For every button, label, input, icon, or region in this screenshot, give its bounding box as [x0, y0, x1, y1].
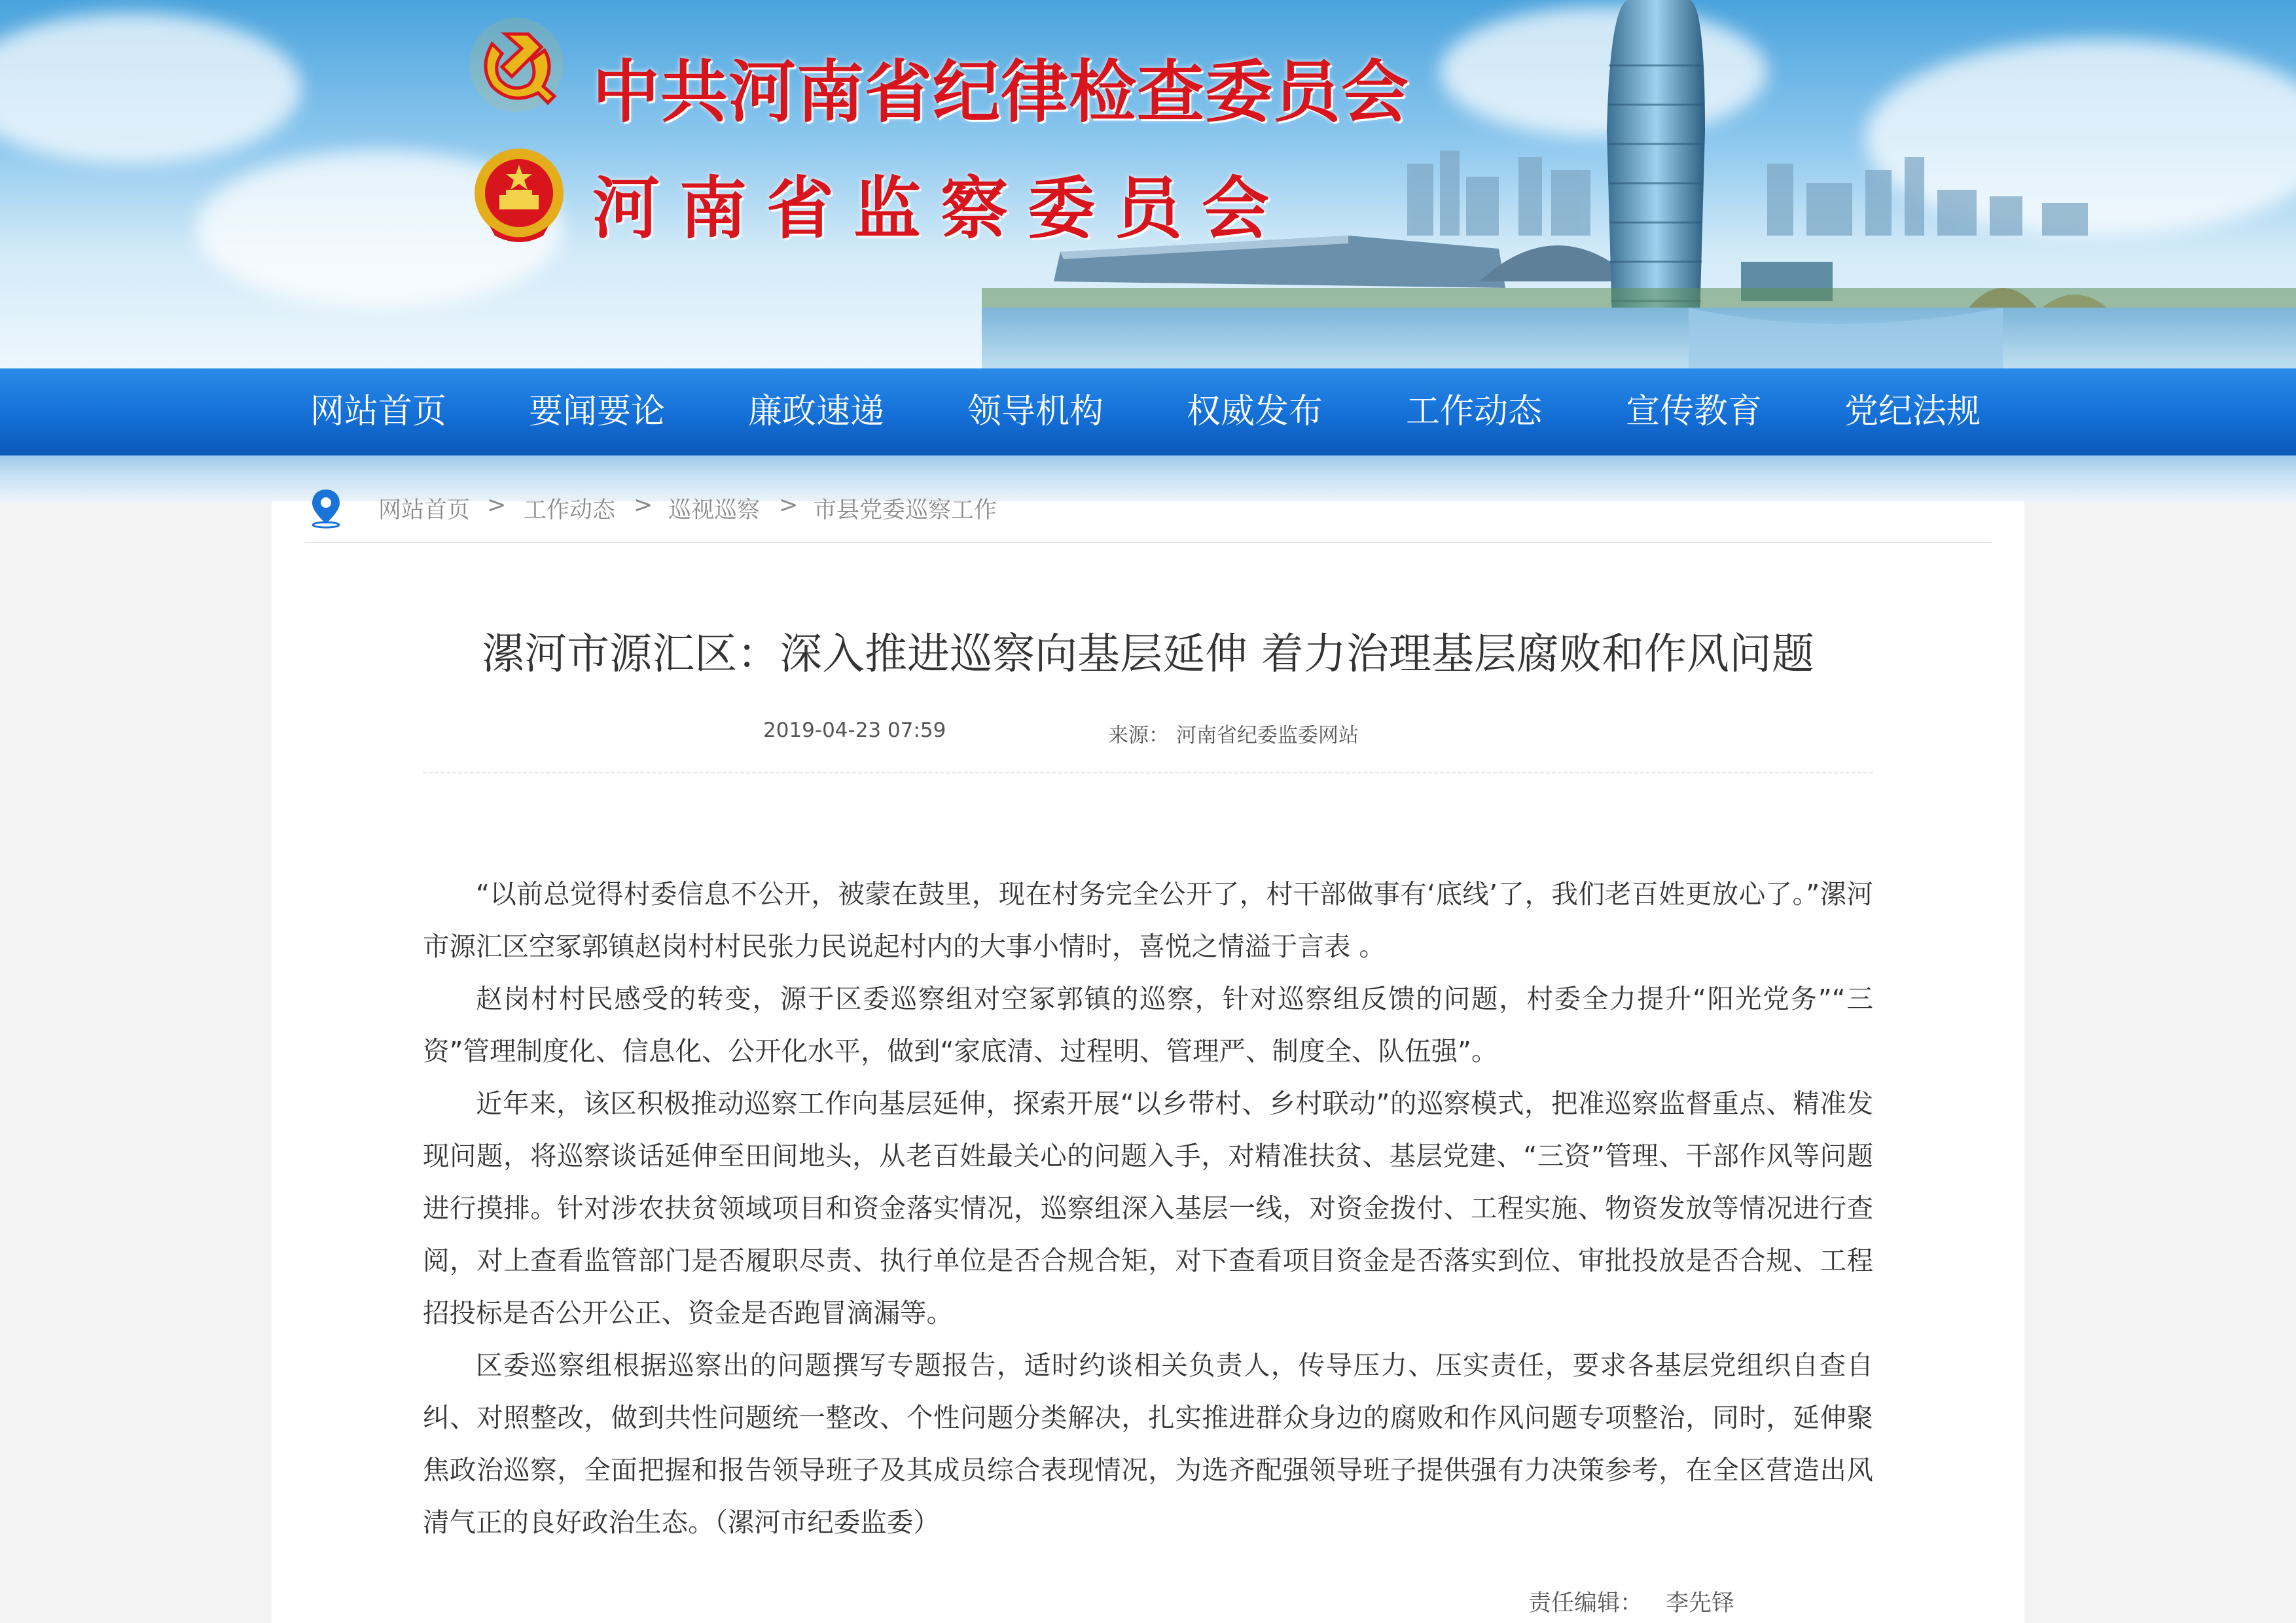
- party-emblem-icon: [466, 14, 567, 116]
- article-source: 河南省纪委监委网站: [1176, 724, 1359, 747]
- nav-item-home[interactable]: 网站首页: [310, 392, 447, 431]
- breadcrumb-home[interactable]: 网站首页: [378, 497, 471, 524]
- breadcrumb-separator: >: [487, 492, 507, 518]
- nav-item-releases[interactable]: 权威发布: [1187, 392, 1323, 431]
- nav-item-work-updates[interactable]: 工作动态: [1406, 392, 1543, 431]
- nav-decor-strip: [0, 455, 2296, 501]
- party-committee-title: 中共河南省纪律检查委员会: [592, 52, 1409, 132]
- nav-item-news[interactable]: 要闻要论: [529, 392, 666, 431]
- article-header-divider: [423, 772, 1873, 774]
- main-nav: [0, 368, 2296, 455]
- article-source-label: 来源：: [1108, 724, 1169, 747]
- breadcrumb-city-county-inspection[interactable]: 市县党委巡察工作: [814, 497, 997, 524]
- supervision-committee-title: 河南省监察委员会: [592, 169, 1289, 248]
- nav-item-discipline-law[interactable]: 党纪法规: [1844, 392, 1981, 431]
- breadcrumb-separator: >: [779, 492, 798, 518]
- article-date: 2019-04-23 07:59: [763, 719, 946, 742]
- article-title: 漯河市源汇区：深入推进巡察向基层延伸 着力治理基层腐败和作风问题: [482, 630, 1814, 679]
- breadcrumb-divider: [305, 542, 1992, 543]
- breadcrumb-separator: >: [634, 492, 653, 518]
- nav-item-leadership[interactable]: 领导机构: [967, 392, 1104, 431]
- editor-label: 责任编辑：: [1528, 1590, 1643, 1616]
- editor-name: 李先铎: [1666, 1590, 1735, 1616]
- breadcrumb-work-updates[interactable]: 工作动态: [524, 497, 616, 524]
- national-emblem-icon: [470, 144, 568, 249]
- breadcrumb-inspection[interactable]: 巡视巡察: [668, 497, 761, 524]
- article-paragraph: 区委巡察组根据巡察出的问题撰写专题报告，适时约谈相关负责人，传导压力、压实责任，要求各基层党组织自查自纠、对照整改，做到共性问题统一整改、个性问题分类解决，扎实推进群众身边的腐败和作风问题专项整治，同时，延伸聚焦政治巡察，全面把握和报告领导班子及其成员综合表现情况，为选齐配强领导班子提供强有力决策参考，在全区营造出风清气正的良好政治生态。（漯河市纪委监委）: [423, 1349, 1873, 1538]
- nav-item-publicity[interactable]: 宣传教育: [1626, 392, 1763, 431]
- article-body: [423, 868, 1873, 1548]
- article-paragraph: “以前总觉得村委信息不公开，被蒙在鼓里，现在村务完全公开了，村干部做事有‘底线’了，我们老百姓更放心了。”漯河市源汇区空冢郭镇赵岗村村民张力民说起村内的大事小情时，喜悦之情溢于言表 。: [423, 878, 1873, 962]
- location-pin-icon: [308, 487, 344, 529]
- article-paragraph: 赵岗村村民感受的转变，源于区委巡察组对空冢郭镇的巡察，针对巡察组反馈的问题，村委全力提升“阳光党务”“三资”管理制度化、信息化、公开化水平，做到“家底清、过程明、管理严、制度全、队伍强”。: [423, 983, 1873, 1067]
- site-banner: [0, 0, 2296, 368]
- nav-item-integrity-express[interactable]: 廉政速递: [748, 392, 885, 431]
- article-paragraph: 近年来，该区积极推动巡察工作向基层延伸，探索开展“以乡带村、乡村联动”的巡察模式，把准巡察监督重点、精准发现问题，将巡察谈话延伸至田间地头，从老百姓最关心的问题入手，对精准扶贫、基层党建、“三资”管理、干部作风等问题进行摸排。针对涉农扶贫领域项目和资金落实情况，巡察组深入基层一线，对资金拨付、工程实施、物资发放等情况进行查阅，对上查看监管部门是否履职尽责、执行单位是否合规合矩，对下查看项目资金是否落实到位、审批投放是否合规、工程招投标是否公开公正、资金是否跑冒滴漏等。: [423, 1088, 1873, 1329]
